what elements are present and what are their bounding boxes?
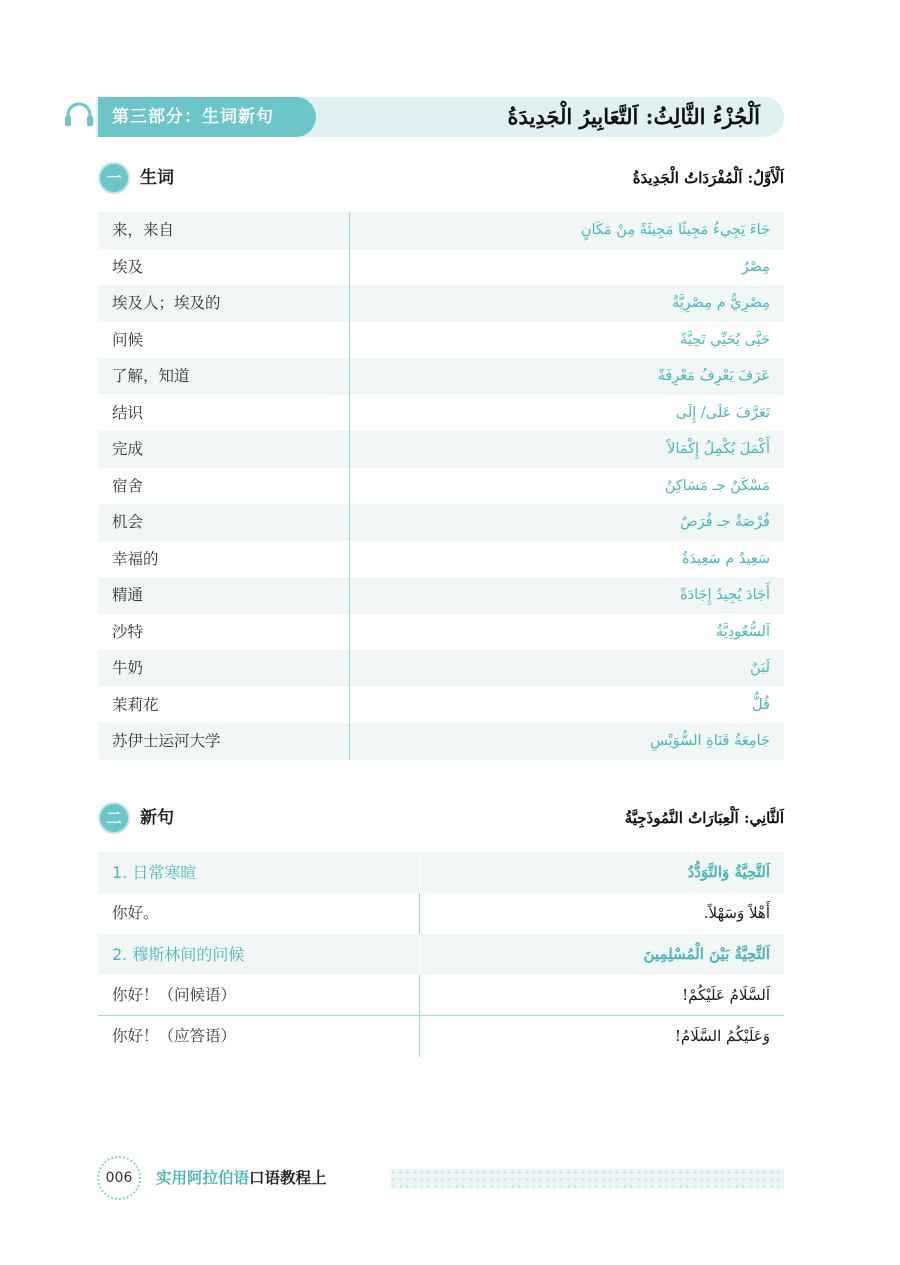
phrase-arabic: أَهْلاً وَسَهْلاً. bbox=[703, 904, 770, 922]
phrase-chinese: 你好。 bbox=[98, 893, 420, 934]
vocab-row bbox=[98, 541, 784, 578]
vocab-row bbox=[98, 395, 784, 432]
phrases-title-arabic: اَلثَّانِي: اَلْعِبَارَاتُ النَّمُوذَجِيَّةُ bbox=[624, 809, 784, 827]
phrase-chinese: 2. 穆斯林间的问候 bbox=[98, 934, 420, 975]
vocab-arabic: اَلسُّعُودِيَّةُ bbox=[715, 623, 770, 640]
vocab-chinese: 完成 bbox=[98, 431, 350, 468]
vocab-arabic: سَعِيدٌ م سَعِيدَةٌ bbox=[681, 550, 770, 567]
vocab-row bbox=[98, 577, 784, 614]
vocab-arabic: عَرَفَ يَعْرِفُ مَعْرِفَةً bbox=[657, 368, 770, 384]
vocab-chinese: 苏伊士运河大学 bbox=[98, 723, 350, 760]
vocab-arabic: فُلٌّ bbox=[752, 696, 770, 713]
vocab-chinese: 机会 bbox=[98, 504, 350, 541]
vocab-row bbox=[98, 249, 784, 286]
phrases-badge: 二 bbox=[98, 802, 130, 834]
vocab-chinese: 了解，知道 bbox=[98, 358, 350, 395]
phrase-chinese: 1. 日常寒暄 bbox=[98, 852, 420, 893]
vocab-arabic: جَامِعَةُ قَنَاةِ السُّوَيْسِ bbox=[650, 733, 770, 749]
vocab-row bbox=[98, 468, 784, 505]
phrase-row bbox=[98, 893, 784, 934]
vocabulary-table bbox=[98, 212, 784, 760]
phrases-heading bbox=[98, 802, 784, 836]
footer-dotted-band bbox=[390, 1169, 784, 1189]
vocab-row bbox=[98, 504, 784, 541]
vocab-chinese: 沙特 bbox=[98, 614, 350, 651]
vocab-row bbox=[98, 212, 784, 249]
headphone-icon bbox=[64, 102, 94, 128]
vocab-row bbox=[98, 687, 784, 724]
vocab-arabic: أَجَادَ يُجِيدُ إِجَادَةً bbox=[680, 587, 770, 603]
vocab-row bbox=[98, 723, 784, 760]
vocab-arabic: مِصْرُ bbox=[741, 258, 770, 275]
vocab-arabic: لَبَنٌ bbox=[750, 660, 770, 676]
book-title-rest: 口语教程上 bbox=[249, 1169, 327, 1187]
vocab-row bbox=[98, 285, 784, 322]
phrase-category-row bbox=[98, 934, 784, 975]
vocab-chinese: 牛奶 bbox=[98, 650, 350, 687]
phrase-arabic: وَعَلَيْكُمُ السَّلَامُ! bbox=[674, 1027, 770, 1045]
vocabulary-title-arabic: اَلْأَوَّلُ: اَلْمُفْرَدَاتُ الْجَدِيدَةُ bbox=[632, 169, 784, 187]
vocab-chinese: 幸福的 bbox=[98, 541, 350, 578]
vocab-chinese: 宿舍 bbox=[98, 468, 350, 505]
vocab-chinese: 埃及人；埃及的 bbox=[98, 285, 350, 322]
vocabulary-heading bbox=[98, 162, 784, 196]
vocab-arabic: جَاءَ يَجِيءُ مَجِيئًا مَجِيئَةً مِنْ مَكَانٍ bbox=[580, 222, 770, 238]
vocab-arabic: فُرْصَةٌ جـ فُرَصٌ bbox=[680, 514, 770, 530]
vocab-arabic: مِصْرِيٌّ م مِصْرِيَّةٌ bbox=[671, 295, 770, 311]
vocab-chinese: 结识 bbox=[98, 395, 350, 432]
phrases-title: 新句 bbox=[140, 808, 174, 828]
phrase-category-row bbox=[98, 852, 784, 893]
phrase-arabic: اَلتَّحِيَّةُ وَالتَّوَدُّدُ bbox=[687, 863, 770, 881]
vocab-row bbox=[98, 431, 784, 468]
section-label: 第三部分：生词新句 bbox=[98, 97, 316, 137]
vocab-row bbox=[98, 322, 784, 359]
vocab-arabic: أَكْمَلَ يُكْمِلُ إِكْمَالاً bbox=[667, 441, 770, 457]
vocab-chinese: 埃及 bbox=[98, 249, 350, 286]
vocab-chinese: 精通 bbox=[98, 577, 350, 614]
section-title-arabic: اَلْجُزْءُ الثَّالِثُ: اَلتَّعَابِيرُ الْجَدِيدَةُ bbox=[507, 104, 760, 129]
vocab-chinese: 茉莉花 bbox=[98, 687, 350, 724]
phrase-chinese: 你好！（问候语） bbox=[98, 975, 420, 1015]
book-title bbox=[156, 1156, 327, 1200]
phrase-arabic: اَلتَّحِيَّةُ بَيْنَ الْمُسْلِمِينَ bbox=[643, 945, 770, 963]
vocab-arabic: مَسْكَنٌ جـ مَسَاكِنُ bbox=[664, 477, 770, 494]
vocab-chinese: 问候 bbox=[98, 322, 350, 359]
phrase-arabic: اَلسَّلَامُ عَلَيْكُمْ! bbox=[682, 986, 770, 1004]
phrase-row bbox=[98, 1016, 784, 1057]
vocab-row bbox=[98, 358, 784, 395]
book-title-accent: 实用阿拉伯语 bbox=[156, 1169, 250, 1187]
vocab-row bbox=[98, 614, 784, 651]
vocabulary-title: 生词 bbox=[140, 168, 174, 188]
phrase-row bbox=[98, 975, 784, 1016]
phrase-chinese: 你好！（应答语） bbox=[98, 1016, 420, 1057]
vocabulary-badge: 一 bbox=[98, 162, 130, 194]
vocab-arabic: تَعَرَّفَ عَلَى/ إِلَى bbox=[675, 404, 770, 421]
vocab-row bbox=[98, 650, 784, 687]
vocab-chinese: 来，来自 bbox=[98, 212, 350, 249]
page-number: 006 bbox=[97, 1156, 141, 1200]
phrases-table bbox=[98, 852, 784, 1057]
vocab-arabic: حَيَّى يُحَيِّي تَحِيَّةً bbox=[679, 331, 770, 348]
